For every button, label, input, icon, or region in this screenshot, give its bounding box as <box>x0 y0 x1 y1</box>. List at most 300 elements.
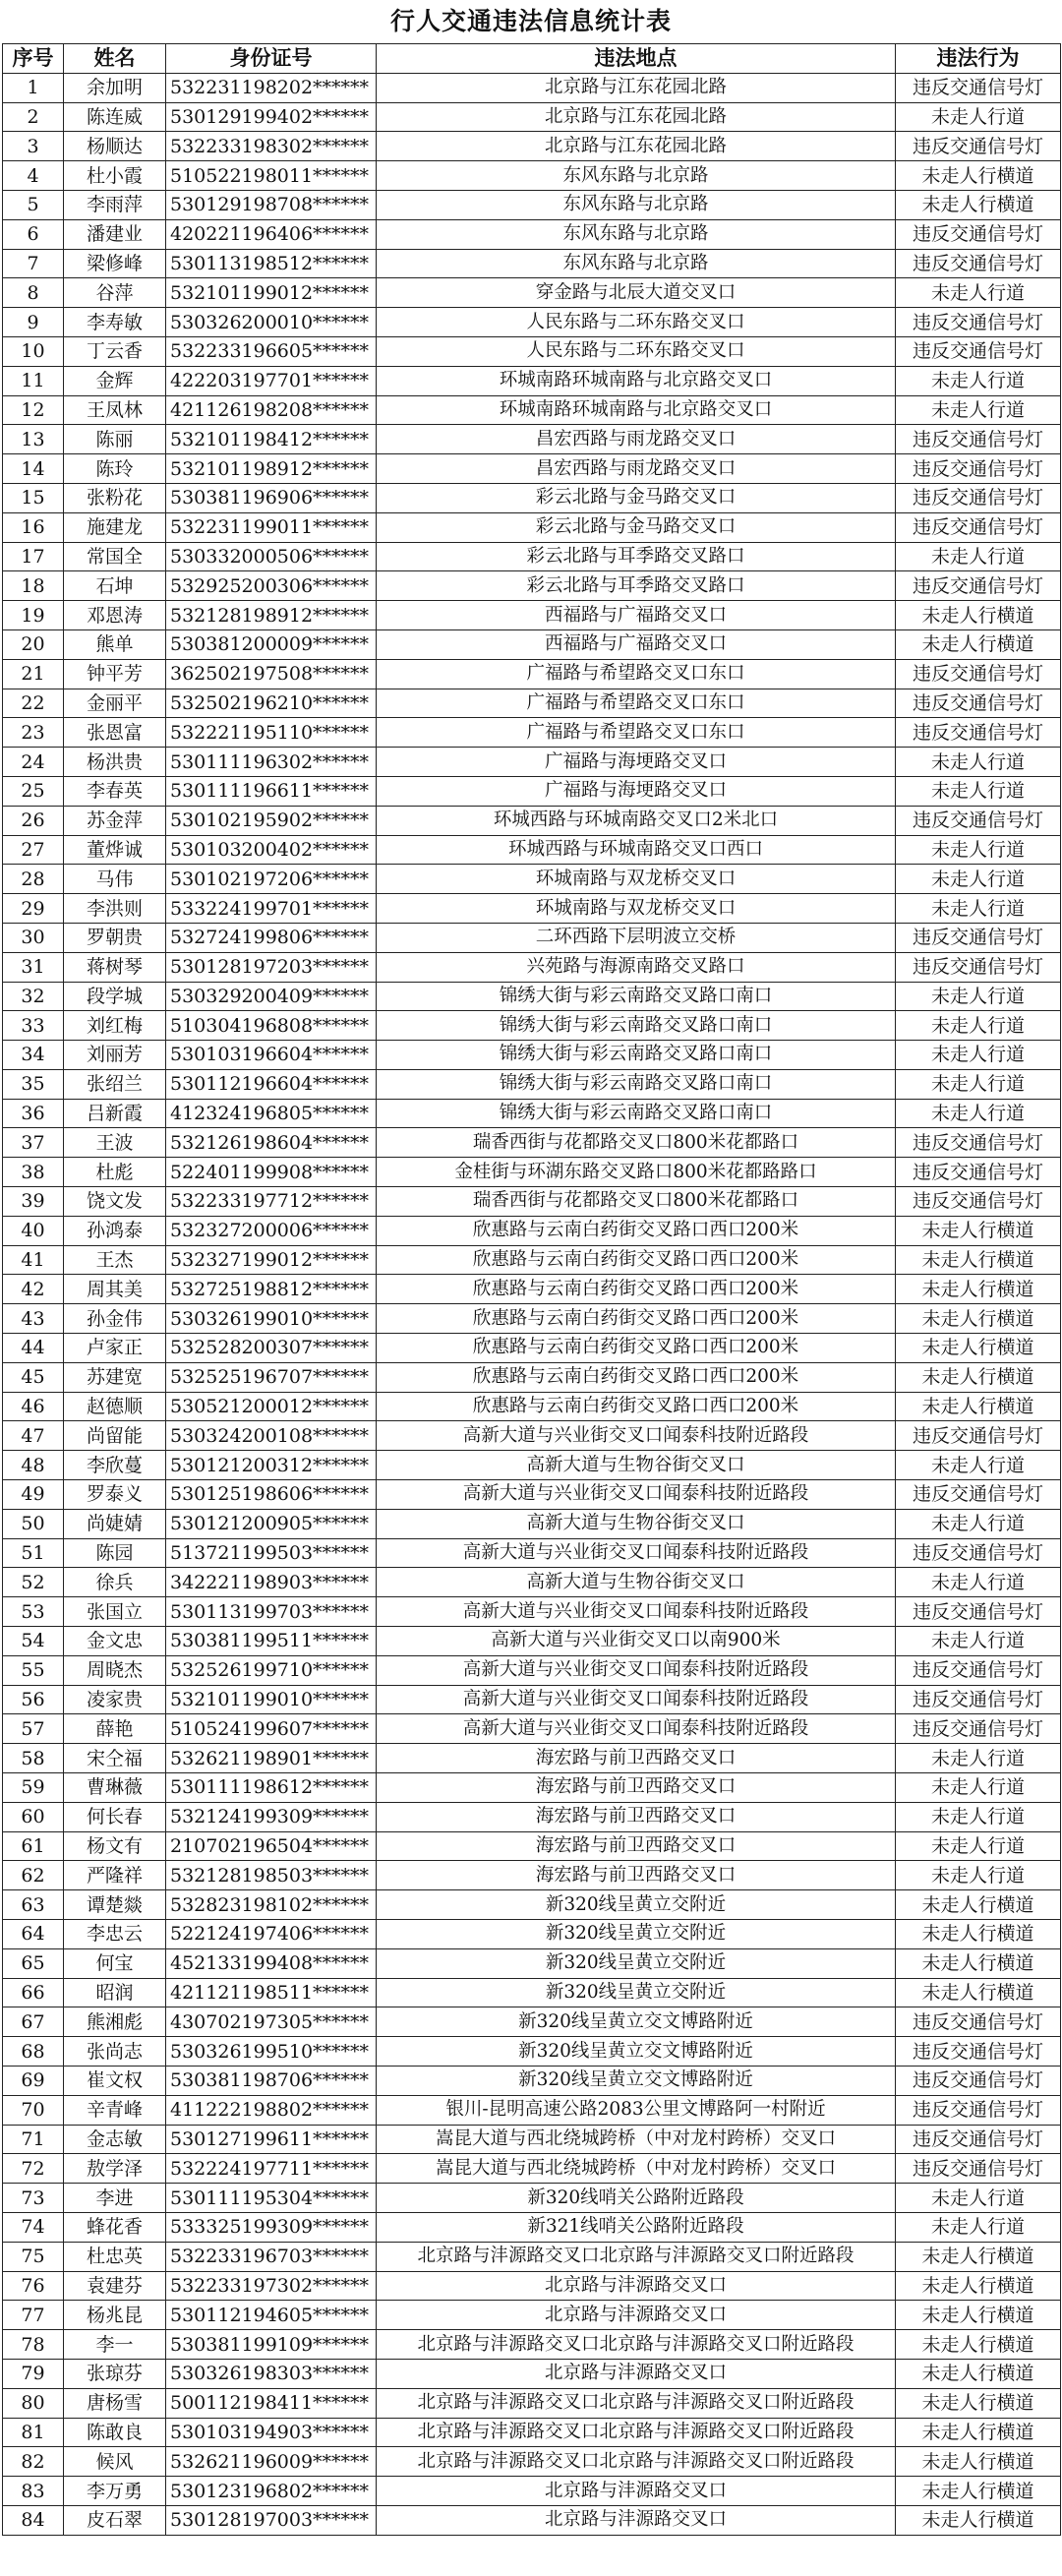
violation-type: 未走人行横道 <box>896 1362 1061 1392</box>
violation-type: 违反交通信号灯 <box>896 952 1061 982</box>
person-name: 苏建宽 <box>64 1362 166 1392</box>
violation-location: 欣惠路与云南白药街交叉路口西口200米 <box>377 1216 896 1245</box>
person-name: 王杰 <box>64 1245 166 1275</box>
table-row <box>3 1627 1061 1656</box>
violation-type: 违反交通信号灯 <box>896 308 1061 337</box>
person-name: 饶文发 <box>64 1187 166 1217</box>
row-index: 2 <box>3 102 64 132</box>
id-number: 522124197406****** <box>166 1920 377 1949</box>
table-row <box>3 1334 1061 1363</box>
id-number: 532823198102****** <box>166 1890 377 1920</box>
table-row <box>3 2184 1061 2213</box>
person-name: 尚留能 <box>64 1421 166 1451</box>
person-name: 周晓杰 <box>64 1655 166 1685</box>
table-row <box>3 1011 1061 1041</box>
violation-location: 广福路与海埂路交叉口 <box>377 776 896 806</box>
table-row <box>3 2242 1061 2271</box>
id-number: 530102195902****** <box>166 806 377 835</box>
id-number: 532327199012****** <box>166 1245 377 1275</box>
row-index: 51 <box>3 1538 64 1568</box>
table-row <box>3 952 1061 982</box>
row-index: 10 <box>3 336 64 366</box>
person-name: 钟平芳 <box>64 659 166 689</box>
row-index: 32 <box>3 982 64 1011</box>
row-index: 44 <box>3 1334 64 1363</box>
violation-type: 未走人行道 <box>896 1861 1061 1890</box>
table-row <box>3 249 1061 278</box>
row-index: 76 <box>3 2271 64 2301</box>
table-row <box>3 336 1061 366</box>
person-name: 段学城 <box>64 982 166 1011</box>
person-name: 张粉花 <box>64 483 166 512</box>
id-number: 530112194605****** <box>166 2301 377 2330</box>
row-index: 40 <box>3 1216 64 1245</box>
violation-type: 违反交通信号灯 <box>896 1685 1061 1714</box>
id-number: 532233196703****** <box>166 2242 377 2271</box>
person-name: 丁云香 <box>64 336 166 366</box>
id-number: 530111195304****** <box>166 2184 377 2213</box>
table-row <box>3 865 1061 894</box>
header-id-number: 身份证号 <box>166 44 377 74</box>
id-number: 532725198812****** <box>166 1275 377 1304</box>
violation-type: 未走人行横道 <box>896 1334 1061 1363</box>
violation-type: 未走人行横道 <box>896 1392 1061 1421</box>
id-number: 530102197206****** <box>166 865 377 894</box>
person-name: 邓恩涛 <box>64 601 166 630</box>
violation-type: 未走人行横道 <box>896 601 1061 630</box>
header-name: 姓名 <box>64 44 166 74</box>
row-index: 81 <box>3 2418 64 2447</box>
id-number: 530111196302****** <box>166 748 377 777</box>
row-index: 9 <box>3 308 64 337</box>
violation-type: 未走人行道 <box>896 1831 1061 1861</box>
id-number: 510304196808****** <box>166 1011 377 1041</box>
violation-location: 彩云北路与金马路交叉口 <box>377 483 896 512</box>
violation-location: 广福路与希望路交叉口东口 <box>377 689 896 718</box>
row-index: 11 <box>3 366 64 395</box>
person-name: 张恩富 <box>64 718 166 748</box>
violation-type: 未走人行道 <box>896 366 1061 395</box>
violation-type: 未走人行道 <box>896 1011 1061 1041</box>
violation-location: 高新大道与兴业街交叉口闻泰科技附近路段 <box>377 1538 896 1568</box>
person-name: 石坤 <box>64 571 166 601</box>
violation-type: 未走人行横道 <box>896 161 1061 191</box>
table-row <box>3 1099 1061 1128</box>
violation-type: 未走人行横道 <box>896 2388 1061 2418</box>
row-index: 39 <box>3 1187 64 1217</box>
violation-location: 嵩昆大道与西北绕城跨桥（中对龙村跨桥）交叉口 <box>377 2154 896 2184</box>
person-name: 周其美 <box>64 1275 166 1304</box>
person-name: 苏金萍 <box>64 806 166 835</box>
violation-type: 违反交通信号灯 <box>896 2095 1061 2125</box>
id-number: 532621198901****** <box>166 1744 377 1773</box>
row-index: 1 <box>3 73 64 102</box>
person-name: 王凤林 <box>64 395 166 425</box>
id-number: 530121200312****** <box>166 1451 377 1480</box>
row-index: 54 <box>3 1627 64 1656</box>
table-row <box>3 1216 1061 1245</box>
table-row <box>3 1597 1061 1627</box>
table-row <box>3 1128 1061 1158</box>
id-number: 530113199703****** <box>166 1597 377 1627</box>
person-name: 张国立 <box>64 1597 166 1627</box>
person-name: 杜忠英 <box>64 2242 166 2271</box>
violation-location: 北京路与沣源路交叉口 <box>377 2271 896 2301</box>
violation-location: 高新大道与兴业街交叉口闻泰科技附近路段 <box>377 1714 896 1744</box>
table-row <box>3 982 1061 1011</box>
row-index: 12 <box>3 395 64 425</box>
table-row <box>3 659 1061 689</box>
table-row <box>3 1714 1061 1744</box>
id-number: 530381198706****** <box>166 2066 377 2095</box>
row-index: 36 <box>3 1099 64 1128</box>
table-row <box>3 571 1061 601</box>
violation-type: 违反交通信号灯 <box>896 483 1061 512</box>
violation-type: 未走人行道 <box>896 542 1061 571</box>
row-index: 82 <box>3 2447 64 2477</box>
row-index: 38 <box>3 1158 64 1187</box>
violation-type: 违反交通信号灯 <box>896 1421 1061 1451</box>
id-number: 533325199309****** <box>166 2212 377 2242</box>
table-row <box>3 278 1061 308</box>
id-number: 510522198011****** <box>166 161 377 191</box>
violation-location: 西福路与广福路交叉口 <box>377 601 896 630</box>
violation-type: 未走人行横道 <box>896 1216 1061 1245</box>
id-number: 532124199309****** <box>166 1802 377 1831</box>
id-number: 210702196504****** <box>166 1831 377 1861</box>
id-number: 530112196604****** <box>166 1069 377 1099</box>
id-number: 530129198708****** <box>166 190 377 219</box>
violation-type: 违反交通信号灯 <box>896 659 1061 689</box>
row-index: 63 <box>3 1890 64 1920</box>
person-name: 董烨诚 <box>64 835 166 865</box>
violation-type: 未走人行道 <box>896 1773 1061 1803</box>
row-index: 84 <box>3 2505 64 2535</box>
row-index: 41 <box>3 1245 64 1275</box>
table-row <box>3 2477 1061 2506</box>
table-row <box>3 1568 1061 1597</box>
person-name: 杜彪 <box>64 1158 166 1187</box>
table-row <box>3 542 1061 571</box>
violation-location: 新321线哨关公路附近路段 <box>377 2212 896 2242</box>
table-row <box>3 1421 1061 1451</box>
violation-type: 未走人行道 <box>896 1099 1061 1128</box>
table-row <box>3 1392 1061 1421</box>
violation-table <box>2 43 1061 2536</box>
violation-type: 违反交通信号灯 <box>896 718 1061 748</box>
violation-type: 违反交通信号灯 <box>896 132 1061 161</box>
person-name: 吕新霞 <box>64 1099 166 1128</box>
table-row <box>3 1861 1061 1890</box>
violation-type: 违反交通信号灯 <box>896 73 1061 102</box>
row-index: 23 <box>3 718 64 748</box>
row-index: 29 <box>3 894 64 924</box>
table-row <box>3 894 1061 924</box>
violation-location: 高新大道与兴业街交叉口闻泰科技附近路段 <box>377 1685 896 1714</box>
violation-location: 海宏路与前卫西路交叉口 <box>377 1773 896 1803</box>
id-number: 530113198512****** <box>166 249 377 278</box>
violation-type: 违反交通信号灯 <box>896 219 1061 249</box>
violation-location: 银川-昆明高速公路2083公里文博路阿一村附近 <box>377 2095 896 2125</box>
violation-location: 昌宏西路与雨龙路交叉口 <box>377 425 896 454</box>
violation-location: 环城南路与双龙桥交叉口 <box>377 894 896 924</box>
violation-type: 未走人行道 <box>896 395 1061 425</box>
violation-location: 新320线呈黄立交附近 <box>377 1890 896 1920</box>
id-number: 530332000506****** <box>166 542 377 571</box>
table-row <box>3 1275 1061 1304</box>
id-number: 532233196605****** <box>166 336 377 366</box>
row-index: 53 <box>3 1597 64 1627</box>
table-row <box>3 308 1061 337</box>
table-row <box>3 395 1061 425</box>
person-name: 杨洪贵 <box>64 748 166 777</box>
violation-location: 海宏路与前卫西路交叉口 <box>377 1831 896 1861</box>
id-number: 530103200402****** <box>166 835 377 865</box>
person-name: 刘红梅 <box>64 1011 166 1041</box>
id-number: 533224199701****** <box>166 894 377 924</box>
violation-type: 未走人行道 <box>896 2212 1061 2242</box>
violation-location: 新320线呈黄立交附近 <box>377 1978 896 2007</box>
violation-location: 嵩昆大道与西北绕城跨桥（中对龙村跨桥）交叉口 <box>377 2125 896 2154</box>
violation-type: 违反交通信号灯 <box>896 512 1061 542</box>
violation-type: 违反交通信号灯 <box>896 2125 1061 2154</box>
id-number: 530103194903****** <box>166 2418 377 2447</box>
violation-location: 北京路与沣源路交叉口北京路与沣源路交叉口附近路段 <box>377 2330 896 2360</box>
violation-type: 违反交通信号灯 <box>896 336 1061 366</box>
id-number: 532724199806****** <box>166 923 377 952</box>
id-number: 532502196210****** <box>166 689 377 718</box>
row-index: 30 <box>3 923 64 952</box>
violation-location: 高新大道与兴业街交叉口闻泰科技附近路段 <box>377 1480 896 1510</box>
table-row <box>3 1831 1061 1861</box>
table-row <box>3 2359 1061 2388</box>
violation-type: 违反交通信号灯 <box>896 571 1061 601</box>
row-index: 8 <box>3 278 64 308</box>
violation-location: 新320线哨关公路附近路段 <box>377 2184 896 2213</box>
id-number: 513721199503****** <box>166 1538 377 1568</box>
violation-location: 彩云北路与金马路交叉口 <box>377 512 896 542</box>
violation-type: 未走人行道 <box>896 1744 1061 1773</box>
violation-location: 欣惠路与云南白药街交叉路口西口200米 <box>377 1334 896 1363</box>
table-body <box>3 73 1061 2535</box>
table-title: 行人交通违法信息统计表 <box>389 7 672 35</box>
row-index: 13 <box>3 425 64 454</box>
row-index: 73 <box>3 2184 64 2213</box>
person-name: 袁建芬 <box>64 2271 166 2301</box>
table-row <box>3 2154 1061 2184</box>
violation-location: 高新大道与生物谷街交叉口 <box>377 1568 896 1597</box>
violation-location: 昌宏西路与雨龙路交叉口 <box>377 454 896 484</box>
row-index: 17 <box>3 542 64 571</box>
person-name: 严隆祥 <box>64 1861 166 1890</box>
table-row <box>3 1655 1061 1685</box>
violation-location: 北京路与沣源路交叉口 <box>377 2505 896 2535</box>
id-number: 421121198511****** <box>166 1978 377 2007</box>
row-index: 24 <box>3 748 64 777</box>
person-name: 徐兵 <box>64 1568 166 1597</box>
table-row <box>3 1451 1061 1480</box>
id-number: 530329200409****** <box>166 982 377 1011</box>
row-index: 52 <box>3 1568 64 1597</box>
person-name: 熊湘彪 <box>64 2007 166 2037</box>
row-index: 20 <box>3 629 64 659</box>
id-number: 362502197508****** <box>166 659 377 689</box>
violation-type: 违反交通信号灯 <box>896 2037 1061 2067</box>
person-name: 何宝 <box>64 1948 166 1978</box>
violation-location: 广福路与希望路交叉口东口 <box>377 659 896 689</box>
violation-type: 未走人行道 <box>896 102 1061 132</box>
row-index: 22 <box>3 689 64 718</box>
row-index: 5 <box>3 190 64 219</box>
violation-location: 人民东路与二环东路交叉口 <box>377 308 896 337</box>
id-number: 510524199607****** <box>166 1714 377 1744</box>
row-index: 37 <box>3 1128 64 1158</box>
id-number: 530324200108****** <box>166 1421 377 1451</box>
row-index: 34 <box>3 1041 64 1070</box>
person-name: 马伟 <box>64 865 166 894</box>
id-number: 532126198604****** <box>166 1128 377 1158</box>
id-number: 532101198412****** <box>166 425 377 454</box>
table-row <box>3 483 1061 512</box>
violation-location: 欣惠路与云南白药街交叉路口西口200米 <box>377 1275 896 1304</box>
id-number: 532231198202****** <box>166 73 377 102</box>
person-name: 陈玲 <box>64 454 166 484</box>
person-name: 李一 <box>64 2330 166 2360</box>
violation-type: 未走人行道 <box>896 2184 1061 2213</box>
table-row <box>3 748 1061 777</box>
violation-location: 锦绣大街与彩云南路交叉路口南口 <box>377 1099 896 1128</box>
violation-location: 海宏路与前卫西路交叉口 <box>377 1802 896 1831</box>
violation-location: 环城南路与双龙桥交叉口 <box>377 865 896 894</box>
id-number: 532925200306****** <box>166 571 377 601</box>
violation-location: 锦绣大街与彩云南路交叉路口南口 <box>377 1069 896 1099</box>
table-row <box>3 2505 1061 2535</box>
violation-location: 新320线呈黄立交文博路附近 <box>377 2037 896 2067</box>
person-name: 谭楚燚 <box>64 1890 166 1920</box>
violation-location: 海宏路与前卫西路交叉口 <box>377 1744 896 1773</box>
violation-type: 未走人行横道 <box>896 1948 1061 1978</box>
row-index: 50 <box>3 1509 64 1538</box>
id-number: 530381200009****** <box>166 629 377 659</box>
violation-type: 未走人行道 <box>896 835 1061 865</box>
person-name: 李进 <box>64 2184 166 2213</box>
violation-type: 未走人行横道 <box>896 1890 1061 1920</box>
header-location: 违法地点 <box>377 44 896 74</box>
violation-type: 未走人行横道 <box>896 1275 1061 1304</box>
person-name: 蜂花香 <box>64 2212 166 2242</box>
violation-type: 违反交通信号灯 <box>896 1714 1061 1744</box>
person-name: 辛青峰 <box>64 2095 166 2125</box>
violation-type: 未走人行横道 <box>896 2242 1061 2271</box>
row-index: 7 <box>3 249 64 278</box>
table-row <box>3 2447 1061 2477</box>
table-row <box>3 629 1061 659</box>
violation-location: 环城西路与环城南路交叉口2米北口 <box>377 806 896 835</box>
id-number: 530326199010****** <box>166 1304 377 1334</box>
table-row <box>3 512 1061 542</box>
id-number: 421126198208****** <box>166 395 377 425</box>
person-name: 李雨萍 <box>64 190 166 219</box>
row-index: 79 <box>3 2359 64 2388</box>
id-number: 532327200006****** <box>166 1216 377 1245</box>
row-index: 80 <box>3 2388 64 2418</box>
id-number: 530381199511****** <box>166 1627 377 1656</box>
id-number: 532101198912****** <box>166 454 377 484</box>
violation-type: 未走人行道 <box>896 1568 1061 1597</box>
id-number: 532233197302****** <box>166 2271 377 2301</box>
person-name: 杨文有 <box>64 1831 166 1861</box>
id-number: 532231199011****** <box>166 512 377 542</box>
table-row <box>3 2388 1061 2418</box>
violation-location: 二环西路下层明波立交桥 <box>377 923 896 952</box>
table-row <box>3 1920 1061 1949</box>
table-row <box>3 2418 1061 2447</box>
violation-location: 锦绣大街与彩云南路交叉路口南口 <box>377 982 896 1011</box>
violation-location: 高新大道与兴业街交叉口闻泰科技附近路段 <box>377 1655 896 1685</box>
violation-type: 未走人行道 <box>896 1451 1061 1480</box>
violation-type: 未走人行横道 <box>896 2301 1061 2330</box>
violation-location: 高新大道与兴业街交叉口以南900米 <box>377 1627 896 1656</box>
violation-type: 违反交通信号灯 <box>896 2007 1061 2037</box>
row-index: 57 <box>3 1714 64 1744</box>
person-name: 余加明 <box>64 73 166 102</box>
table-row <box>3 1773 1061 1803</box>
header-row <box>3 44 1061 74</box>
row-index: 6 <box>3 219 64 249</box>
person-name: 李欣蔓 <box>64 1451 166 1480</box>
id-number: 422203197701****** <box>166 366 377 395</box>
id-number: 420221196406****** <box>166 219 377 249</box>
person-name: 陈园 <box>64 1538 166 1568</box>
violation-location: 新320线呈黄立交附近 <box>377 1948 896 1978</box>
violation-type: 违反交通信号灯 <box>896 806 1061 835</box>
row-index: 70 <box>3 2095 64 2125</box>
violation-location: 北京路与沣源路交叉口 <box>377 2301 896 2330</box>
row-index: 49 <box>3 1480 64 1510</box>
table-row <box>3 835 1061 865</box>
violation-type: 未走人行横道 <box>896 629 1061 659</box>
violation-type: 违反交通信号灯 <box>896 1655 1061 1685</box>
person-name: 孙鸿泰 <box>64 1216 166 1245</box>
table-row <box>3 2301 1061 2330</box>
violation-location: 东风东路与北京路 <box>377 161 896 191</box>
row-index: 45 <box>3 1362 64 1392</box>
table-row <box>3 425 1061 454</box>
violation-location: 北京路与江东花园北路 <box>377 102 896 132</box>
id-number: 532621196009****** <box>166 2447 377 2477</box>
person-name: 曹琳薇 <box>64 1773 166 1803</box>
id-number: 530111198612****** <box>166 1773 377 1803</box>
violation-location: 北京路与江东花园北路 <box>377 132 896 161</box>
violation-location: 高新大道与兴业街交叉口闻泰科技附近路段 <box>377 1421 896 1451</box>
person-name: 杨顺达 <box>64 132 166 161</box>
person-name: 张琼芬 <box>64 2359 166 2388</box>
violation-location: 彩云北路与耳季路交叉路口 <box>377 542 896 571</box>
table-row <box>3 1538 1061 1568</box>
row-index: 27 <box>3 835 64 865</box>
table-row <box>3 2212 1061 2242</box>
table-row <box>3 1041 1061 1070</box>
person-name: 张绍兰 <box>64 1069 166 1099</box>
id-number: 530128197003****** <box>166 2505 377 2535</box>
violation-type: 未走人行横道 <box>896 2447 1061 2477</box>
person-name: 陈连威 <box>64 102 166 132</box>
violation-location: 瑞香西街与花都路交叉口800米花都路口 <box>377 1187 896 1217</box>
person-name: 金文忠 <box>64 1627 166 1656</box>
violation-location: 金桂街与环湖东路交叉路口800米花都路路口 <box>377 1158 896 1187</box>
table-row <box>3 1304 1061 1334</box>
row-index: 67 <box>3 2007 64 2037</box>
